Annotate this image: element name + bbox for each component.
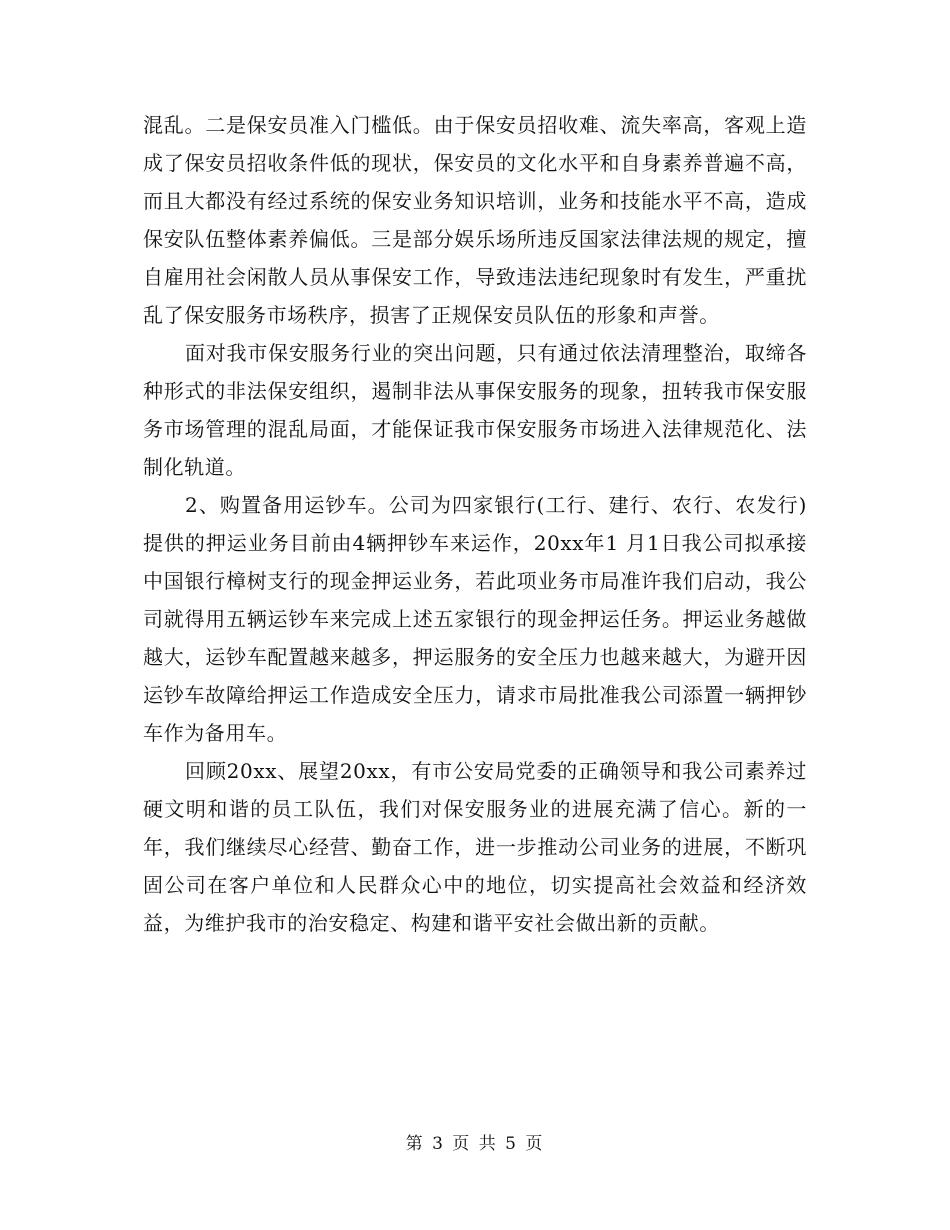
- page-number-footer: 第 3 页 共 5 页: [405, 1134, 545, 1154]
- paragraph-continuation: 混乱。二是保安员准入门槛低。由于保安员招收难、流失率高，客观上造成了保安员招收条件低的现状，保安员的文化水平和自身素养普遍不高，而且大都没有经过系统的保安业务知识培训，业务和技能水平不高，造成保安队伍整体素养偏低。三是部分娱乐场所违反国家法律法规的规定，擅自雇用社会闲散人员从事保安工作，导致违法违纪现象时有发生，严重扰乱了保安服务市场秩序，损害了正规保安员队伍的形象和声誉。: [143, 113, 807, 327]
- paragraph-armored-car: 2、购置备用运钞车。公司为四家银行(工行、建行、农行、农发行)提供的押运业务目前由4辆押钞车来运作，20xx年1 月1日我公司拟承接中国银行樟树支行的现金押运业务，若此项业务市局准许我们启动，我公司就得用五辆运钞车来完成上述五家银行的现金押运任务。押运业务越做越大，运钞车配置越来越多，押运服务的安全压力也越来越大，为避开因运钞车故障给押运工作造成安全压力，请求市局批准我公司添置一辆押钞车作为备用车。: [143, 493, 807, 745]
- paragraph-outlook: 回顾20xx、展望20xx，有市公安局党委的正确领导和我公司素养过硬文明和谐的员工队伍，我们对保安服务业的进展充满了信心。新的一年，我们继续尽心经营、勤奋工作，进一步推动公司业务的进展，不断巩固公司在客户单位和人民群众心中的地位，切实提高社会效益和经济效益，为维护我市的治安稳定、构建和谐平安社会做出新的贡献。: [143, 759, 807, 935]
- document-body: [143, 106, 807, 942]
- paragraph-rectification: 面对我市保安服务行业的突出问题，只有通过依法清理整治，取缔各种形式的非法保安组织，遏制非法从事保安服务的现象，扭转我市保安服务市场管理的混乱局面，才能保证我市保安服务市场进入法律规范化、法制化轨道。: [143, 341, 807, 479]
